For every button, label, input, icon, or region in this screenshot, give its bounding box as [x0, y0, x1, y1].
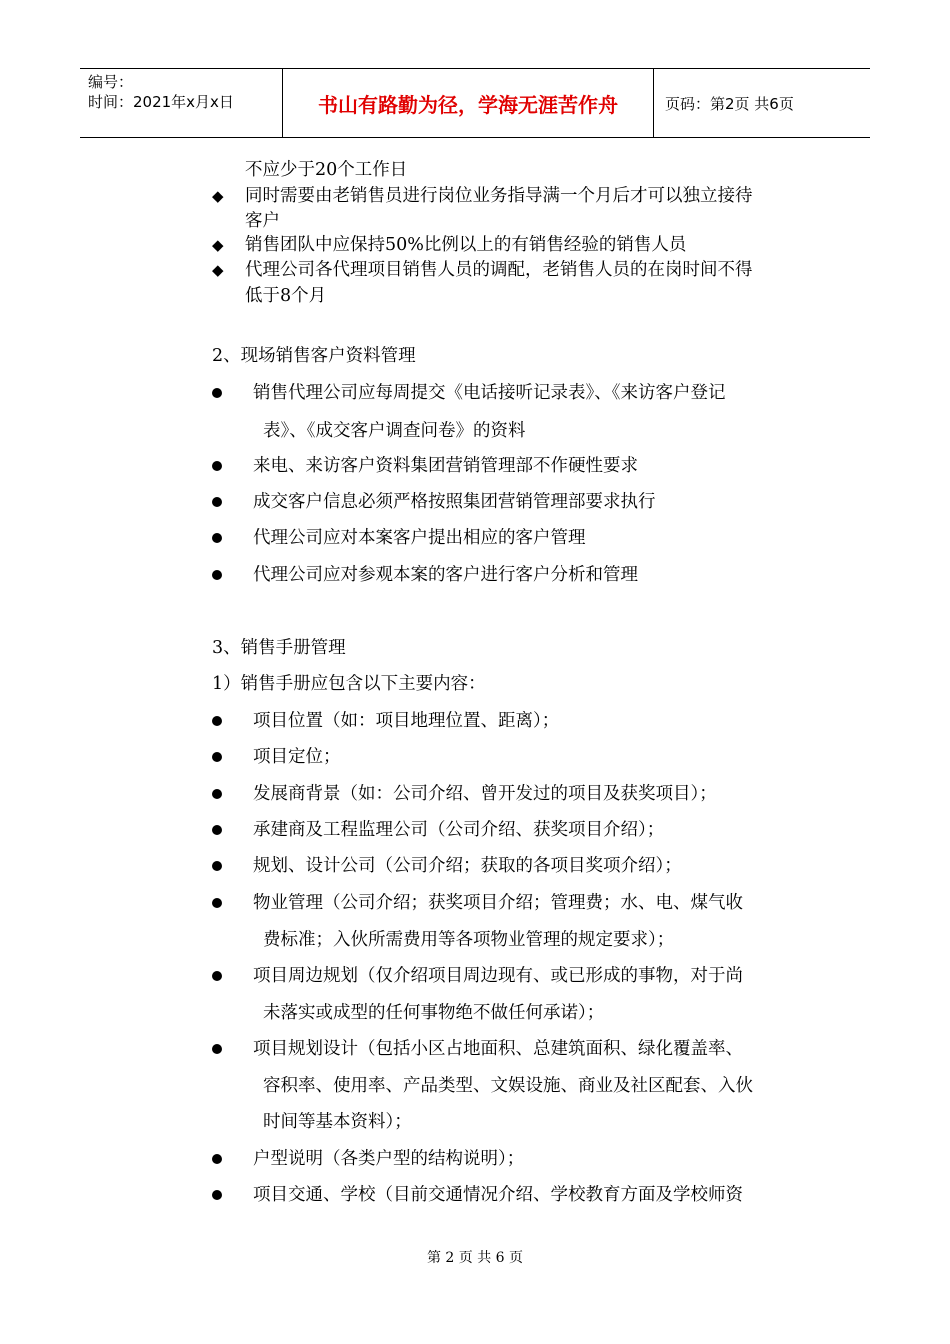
diamond-bullet-icon: ◆ — [212, 187, 224, 205]
header-meta — [80, 69, 283, 137]
list-item-text: 客户 — [245, 211, 280, 231]
bullet-dot-icon — [212, 461, 222, 471]
bullet-dot-icon — [212, 825, 222, 835]
bullet-dot-icon — [212, 971, 222, 981]
list-item-text: 户型说明（各类户型的结构说明）； — [253, 1149, 525, 1169]
list-item-text: 代理公司应对本案客户提出相应的客户管理 — [253, 528, 586, 548]
list-item-text: 销售团队中应保持50%比例以上的有销售经验的销售人员 — [245, 235, 687, 255]
list-item-text: 低于8个月 — [245, 286, 327, 306]
list-item-text: 来电、来访客户资料集团营销管理部不作硬性要求 — [253, 456, 638, 476]
list-item-text: 承建商及工程监理公司（公司介绍、获奖项目介绍）； — [253, 820, 665, 840]
section-intro: 1）销售手册应包含以下主要内容： — [212, 674, 486, 694]
section-title: 2、现场销售客户资料管理 — [212, 346, 416, 366]
list-item-text: 项目规划设计（包括小区占地面积、总建筑面积、绿化覆盖率、 — [253, 1039, 743, 1059]
bullet-dot-icon — [212, 752, 222, 762]
list-item-text: 代理公司各代理项目销售人员的调配，老销售人员的在岗时间不得 — [245, 260, 753, 280]
list-item-text: 不应少于20个工作日 — [245, 160, 408, 180]
list-item-text: 同时需要由老销售员进行岗位业务指导满一个月后才可以独立接待 — [245, 186, 753, 206]
bullet-dot-icon — [212, 1190, 222, 1200]
diamond-bullet-icon: ◆ — [212, 236, 224, 254]
bullet-dot-icon — [212, 898, 222, 908]
list-item-text: 时间等基本资料）； — [263, 1112, 412, 1132]
section-title: 3、销售手册管理 — [212, 638, 346, 658]
list-item-text: 规划、设计公司（公司介绍；获取的各项目奖项介绍）； — [253, 856, 682, 876]
list-item-text: 项目周边规划（仅介绍项目周边现有、或已形成的事物，对于尚 — [253, 966, 743, 986]
list-item-text: 未落实或成型的任何事物绝不做任何承诺）； — [263, 1003, 605, 1023]
header-motto: 书山有路勤为径，学海无涯苦作舟 — [283, 69, 654, 137]
list-item-text: 发展商背景（如：公司介绍、曾开发过的项目及获奖项目）； — [253, 784, 717, 804]
list-item-text: 销售代理公司应每周提交《电话接听记录表》、《来访客户登记 — [253, 383, 726, 403]
bullet-dot-icon — [212, 533, 222, 543]
list-item-text: 成交客户信息必须严格按照集团营销管理部要求执行 — [253, 492, 656, 512]
list-item-text: 容积率、使用率、产品类型、文娱设施、商业及社区配套、入伙 — [263, 1076, 753, 1096]
bullet-dot-icon — [212, 570, 222, 580]
time-label: 时间：2021年x月x日 — [88, 93, 234, 111]
bullet-dot-icon — [212, 861, 222, 871]
list-item-text: 费标准；入伙所需费用等各项物业管理的规定要求）； — [263, 930, 675, 950]
bullet-dot-icon — [212, 1154, 222, 1164]
bullet-dot-icon — [212, 789, 222, 799]
list-item-text: 物业管理（公司介绍；获奖项目介绍；管理费；水、电、煤气收 — [253, 893, 743, 913]
list-item-text: 表》、《成交客户调查问卷》的资料 — [263, 421, 526, 441]
list-item-text: 项目交通、学校（目前交通情况介绍、学校教育方面及学校师资 — [253, 1185, 743, 1205]
page-header — [80, 68, 870, 138]
list-item-text: 项目位置（如：项目地理位置、距离）； — [253, 711, 560, 731]
header-page-label: 页码：第2页 共6页 — [665, 94, 794, 113]
list-item-text: 项目定位； — [253, 747, 341, 767]
bullet-dot-icon — [212, 1044, 222, 1054]
bullet-dot-icon — [212, 716, 222, 726]
list-item-text: 代理公司应对参观本案的客户进行客户分析和管理 — [253, 565, 638, 585]
number-label: 编号： — [88, 73, 134, 91]
bullet-dot-icon — [212, 497, 222, 507]
diamond-bullet-icon: ◆ — [212, 261, 224, 279]
page-footer: 第 2 页 共 6 页 — [426, 1250, 524, 1266]
bullet-dot-icon — [212, 388, 222, 398]
